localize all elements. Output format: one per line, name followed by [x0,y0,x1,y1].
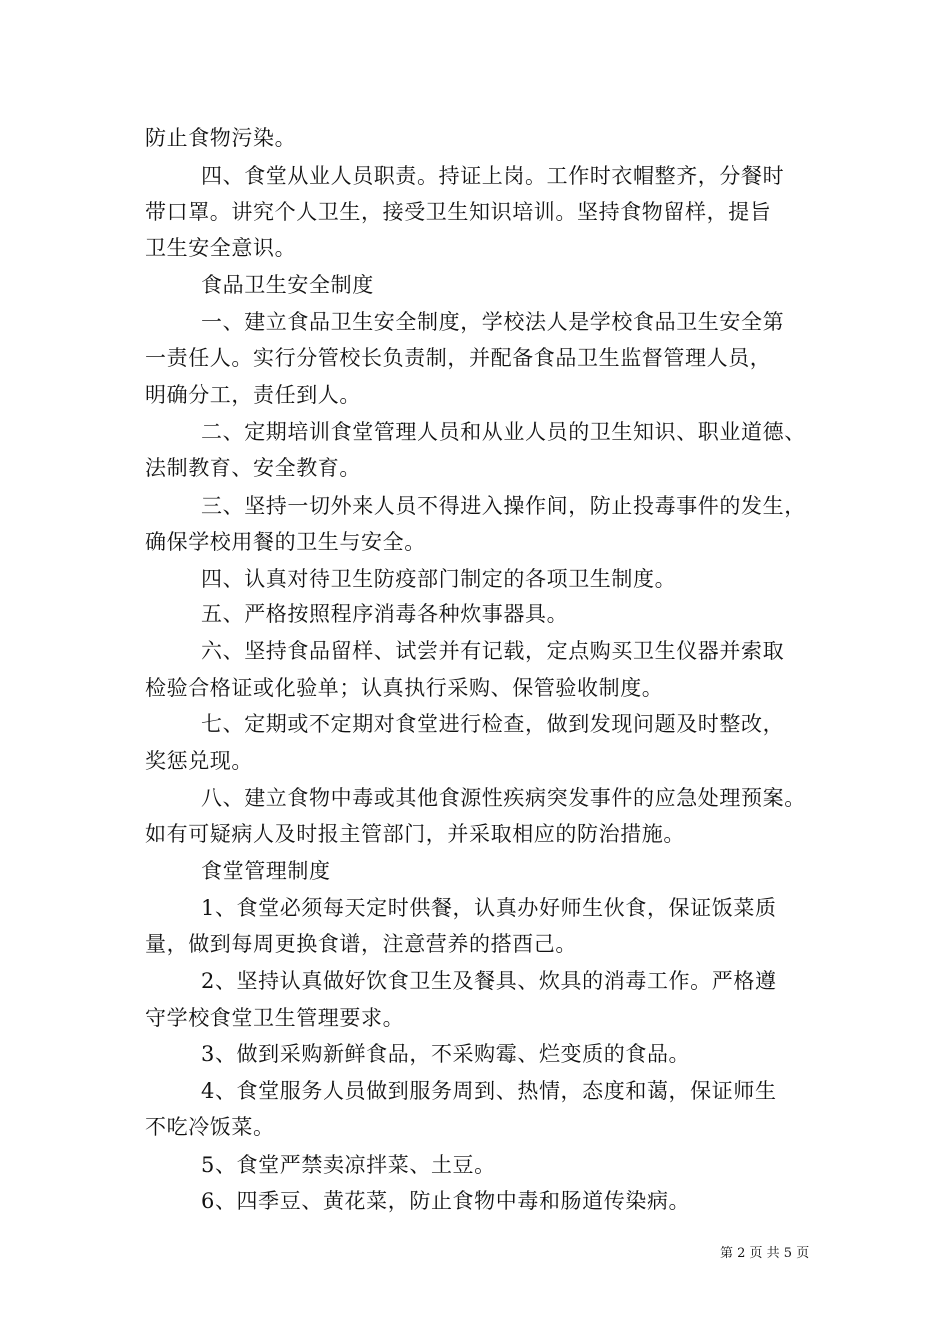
text-line: 5、食堂严禁卖凉拌菜、土豆。 [201,1153,496,1177]
text-line: 2、坚持认真做好饮食卫生及餐具、炊具的消毒工作。严格遵 [201,969,777,993]
text-line: 奖惩兑现。 [145,749,253,773]
text-line: 不吃冷饭菜。 [145,1115,275,1139]
text-line: 量，做到每周更换食谱，注意营养的搭酉己。 [145,932,577,956]
text-line: 带口罩。讲究个人卫生，接受卫生知识培训。坚持食物留样，提旨 [145,200,772,224]
text-line: 七、定期或不定期对食堂进行检查，做到发现问题及时整改， [201,712,785,736]
text-line: 法制教育、安全教育。 [145,456,361,480]
text-line: 六、坚持食品留样、试尝并有记载，定点购买卫生仪器并索取 [201,639,785,663]
text-line: 四、食堂从业人员职责。持证上岗。工作时衣帽整齐，分餐时 [201,164,785,188]
text-line: 防止食物污染。 [145,126,297,150]
text-line: 四、认真对待卫生防疫部门制定的各项卫生制度。 [201,567,677,591]
text-line: 五、严格按照程序消毒各种炊事器具。 [201,602,569,626]
text-line: 4、食堂服务人员做到服务周到、热情，态度和蔼，保证师生 [201,1079,777,1103]
text-line: 二、定期培训食堂管理人员和从业人员的卫生知识、职业道德、 [201,420,806,444]
text-line: 三、坚持一切外来人员不得进入操作间，防止投毒事件的发生， [201,494,806,518]
text-line: 卫生安全意识。 [145,236,297,260]
section-heading: 食堂管理制度 [201,859,331,883]
text-line: 一责任人。实行分管校长负责制，并配备食品卫生监督管理人员， [145,346,772,370]
text-line: 3、做到采购新鲜食品，不采购霉、烂变质的食品。 [201,1042,691,1066]
text-line: 明确分工，责任到人。 [145,383,361,407]
text-line: 如有可疑病人及时报主管部门，并采取相应的防治措施。 [145,822,685,846]
text-line: 一、建立食品卫生安全制度，学校法人是学校食品卫生安全第 [201,310,785,334]
text-line: 检验合格证或化验单；认真执行采购、保管验收制度。 [145,676,664,700]
section-heading: 食品卫生安全制度 [201,273,374,297]
page-number: 第 2 页 共 5 页 [720,1246,810,1261]
text-line: 1、食堂必须每天定时供餐，认真办好师生伙食，保证饭菜质 [201,896,777,920]
text-line: 确保学校用餐的卫生与安全。 [145,530,426,554]
text-line: 守学校食堂卫生管理要求。 [145,1006,405,1030]
text-line: 6、四季豆、黄花菜，防止食物中毒和肠道传染病。 [201,1189,691,1213]
text-line: 八、建立食物中毒或其他食源性疾病突发事件的应急处理预案。 [201,786,806,810]
